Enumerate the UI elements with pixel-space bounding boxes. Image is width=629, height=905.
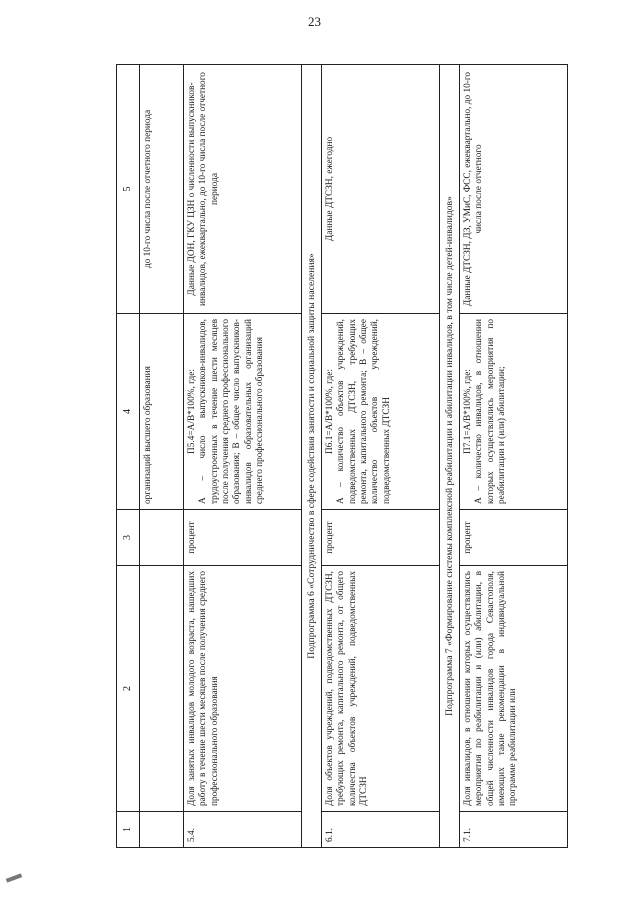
method-cell — [184, 314, 302, 510]
col-header-4: 4 — [117, 314, 140, 510]
column-header-row — [117, 65, 140, 848]
page-number: 23 — [308, 14, 321, 29]
subprogram-row — [440, 65, 460, 848]
col-header-5: 5 — [117, 65, 140, 314]
method-cell — [322, 314, 440, 510]
col-header-1: 1 — [117, 812, 140, 848]
table-row — [460, 65, 568, 848]
subprogram-7-title: Подпрограмма 7 «Формирование системы комплексной реабилитации и абилитации инвалидов, в том числе детей-инвалидов» — [440, 65, 460, 848]
rotated-table-container — [116, 65, 568, 848]
formula: П7.1=A/B*100%, где: — [463, 369, 473, 454]
source-cell: Данные ДТСЗН, ежегодно — [322, 65, 440, 314]
col-header-2: 2 — [117, 566, 140, 812]
method-text: A – количество инвалидов, в отношении которых осуществлялись мероприятия по реабилитации и (или) абилитации; — [474, 319, 507, 504]
row-number-cell: 7.1. — [460, 812, 568, 848]
row-number-cell: 5.4. — [184, 812, 302, 848]
indicator-name-cell: Доля объектов учреждений, подведомственных ДТСЗН, требующих ремонта, капитального ремонта, от общего количества объектов учреждений, подведомственных ДТСЗН — [322, 566, 440, 812]
table-row — [184, 65, 302, 848]
source-cell: Данные ДОН, ГКУ ЦЗН о численности выпускников-инвалидов, ежеквартально, до 10-го числа после отчетного периода — [184, 65, 302, 314]
source-cell: Данные ДТСЗН, ДЗ, УМиС, ФСС, ежеквартально, до 10-го числа после отчетного — [460, 65, 568, 314]
table-row — [322, 65, 440, 848]
method-cell — [460, 314, 568, 510]
col-header-3: 3 — [117, 510, 140, 566]
indicator-name-cell: Доля занятых инвалидов молодого возраста, нашедших работу в течение шести месяцев после получения среднего профессионального образования — [184, 566, 302, 812]
subprogram-6-title: Подпрограмма 6 «Сотрудничество в сфере содействия занятости и социальной защиты населения» — [302, 65, 322, 848]
method-text: A – количество объектов учреждений, подведомственных ДТСЗН, требующих ремонта, капитального ремонта; B – общее количество объектов учреждений, подведомственных ДТСЗН — [336, 319, 392, 504]
unit-cell: процент — [322, 510, 440, 566]
unit-cell: процент — [184, 510, 302, 566]
unit-cell — [140, 510, 184, 566]
indicator-name-cell — [140, 566, 184, 812]
row-number-cell: 6.1. — [322, 812, 440, 848]
method-text: A – число выпускников-инвалидов, трудоустроенных в течение шести месяцев после получения среднего профессионального образования; B – общее число выпускников-инвалидов образовательных организаций среднего профессионального образования — [198, 319, 265, 504]
method-cell: организаций высшего образования — [140, 314, 184, 510]
formula: П6.1=A/B*100%, где: — [325, 369, 335, 454]
indicator-table — [116, 64, 568, 848]
source-cell: до 10-го числа после отчетного периода — [140, 65, 184, 314]
scan-artifact — [6, 873, 22, 882]
formula: П5.4=A/B*100%, где: — [187, 369, 197, 454]
row-number-cell — [140, 812, 184, 848]
unit-cell: процент — [460, 510, 568, 566]
subprogram-row — [302, 65, 322, 848]
table-row — [140, 65, 184, 848]
indicator-name-cell: Доля инвалидов, в отношении которых осуществлялись мероприятия по реабилитации и (или) абилитации, в общей численности инвалидов города Севастополя, имеющих такие рекомендации в индивидуальной программе реабилитации или — [460, 566, 568, 812]
